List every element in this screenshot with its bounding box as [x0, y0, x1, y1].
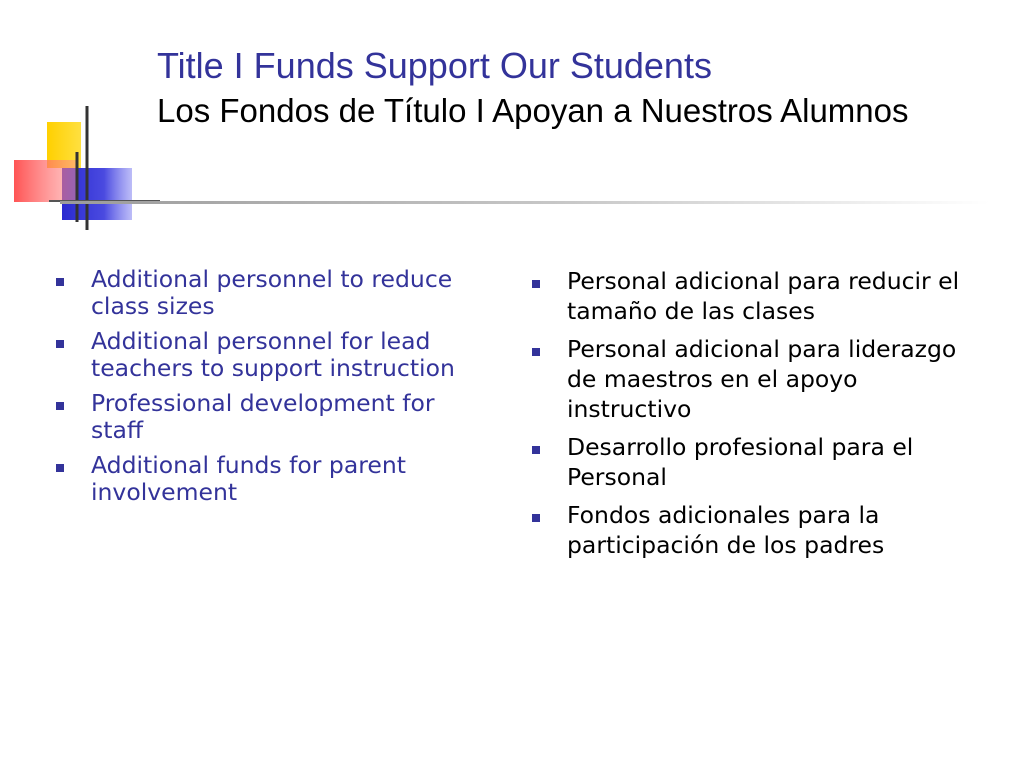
square-bullet-icon: [56, 402, 64, 410]
title-spanish: Los Fondos de Título I Apoyan a Nuestros Alumnos: [157, 92, 909, 129]
list-item-text: Personal adicional para reducir el tamaño de las clases: [567, 267, 960, 325]
list-item-text: Professional development for staff: [91, 389, 435, 444]
list-item-text: Additional personnel to reduce class sizes: [91, 265, 453, 320]
slide-title: [157, 44, 977, 134]
square-bullet-icon: [532, 446, 540, 454]
square-bullet-icon: [56, 278, 64, 286]
list-item: [532, 432, 972, 492]
list-item: [56, 390, 486, 444]
list-item-text: Personal adicional para liderazgo de maestros en el apoyo instructivo: [567, 335, 957, 423]
square-bullet-icon: [56, 340, 64, 348]
list-item: [56, 452, 486, 506]
title-divider: [60, 201, 990, 204]
square-bullet-icon: [56, 464, 64, 472]
english-bullet-list: [56, 266, 486, 514]
list-item: [532, 266, 972, 326]
square-bullet-icon: [532, 348, 540, 356]
list-item-text: Additional funds for parent involvement: [91, 451, 406, 506]
decorative-squares-logo: [0, 100, 160, 240]
square-bullet-icon: [532, 280, 540, 288]
list-item: [56, 328, 486, 382]
list-item-text: Fondos adicionales para la participación de los padres: [567, 501, 885, 559]
square-bullet-icon: [532, 514, 540, 522]
list-item-text: Desarrollo profesional para el Personal: [567, 433, 914, 491]
list-item: [532, 334, 972, 424]
list-item: [532, 500, 972, 560]
list-item: [56, 266, 486, 320]
title-english: Title I Funds Support Our Students: [157, 45, 712, 86]
list-item-text: Additional personnel for lead teachers to support instruction: [91, 327, 455, 382]
spanish-bullet-list: [532, 266, 972, 568]
